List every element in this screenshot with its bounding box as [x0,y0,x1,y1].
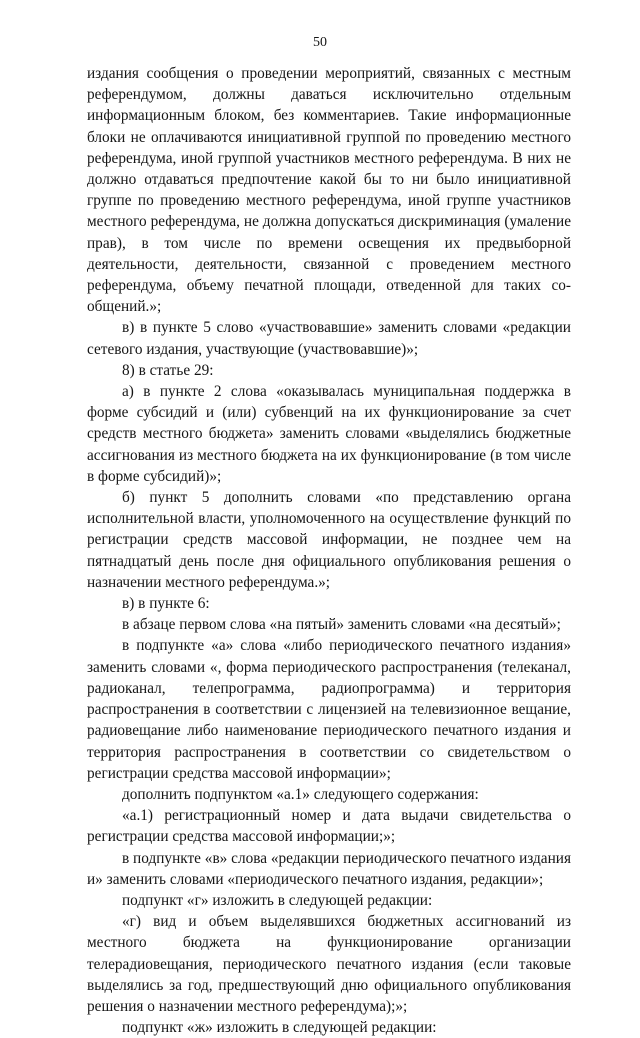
paragraph: подпункт «г» изложить в следующей редакции: [122,891,433,909]
page-number: 50 [313,35,327,50]
paragraph: б) пункт 5 дополнить словами «по представлению органа исполнительной власти, уполномоченного на осуществление функций по регистрации средств массовой информации, не позднее чем на пятнадцатый день после дня официального опубликования решения о назначении местного референдума.»; [87,489,571,591]
paragraph: а) в пункте 2 слова «оказывалась муниципальная поддержка в форме субсидий и (или) субвенций на их функционирование за счет средств местного бюджета» заменить словами «выделялись бюджетные ассигнования из местного бюджета на их функционирование (в том числе в форме субсидий)»; [87,383,571,485]
document-body [87,63,571,1038]
paragraph: 8) в статье 29: [122,361,214,379]
paragraph: в подпункте «в» слова «редакции периодического печатного издания и» заменить словами «периодического печатного издания, редакции»; [87,849,571,888]
paragraph: дополнить подпунктом «а.1» следующего содержания: [122,785,479,803]
paragraph: в абзаце первом слова «на пятый» заменить словами «на десятый»; [122,616,561,634]
paragraph: «а.1) регистрационный номер и дата выдачи свидетельства о регистрации средства массовой информации;»; [87,807,571,846]
paragraph: в) в пункте 6: [122,595,210,613]
paragraph: подпункт «ж» изложить в следующей редакции: [122,1019,437,1037]
paragraph: в подпункте «а» слова «либо периодического печатного издания» заменить словами «, форма периодического распространения (телеканал, радиоканал, телепрограмма, радиопрограмма) и территория распространения в соответствии с лицензией на телевизионное вещание, радиовещание либо наименование периодического печатного издания и территория распространения в соответствии со свидетельством о регистрации средства массовой информации»; [87,637,571,782]
paragraph: издания сообщения о проведении мероприятий, связанных с местным референдумом, должны даваться исключительно отдельным информационным блоком, без комментариев. Такие информационные блоки не оплачиваются инициативной группой по проведению местного референдума, иной группой участников местного референдума. В них не должно отдаваться предпочтение какой бы то ни было инициативной группе по проведению местного референдума, иной группе участников местного референдума, не должна допускаться дискриминация (умаление прав), в том числе по времени освещения их предвыборной деятельности, деятельности, связанной с проведением местного референдума, объему печатной площади, отведенной для таких сообщений.»; [87,65,571,316]
paragraph: в) в пункте 5 слово «участвовавшие» заменить словами «редакции сетевого издания, участвующие (участвовавшие)»; [87,319,571,358]
paragraph: «г) вид и объем выделявшихся бюджетных ассигнований из местного бюджета на функционирование организации телерадиовещания, периодического печатного издания (если таковые выделялись за год, предшествующий дню официального опубликования решения о назначении местного референдума);»; [87,913,571,1015]
